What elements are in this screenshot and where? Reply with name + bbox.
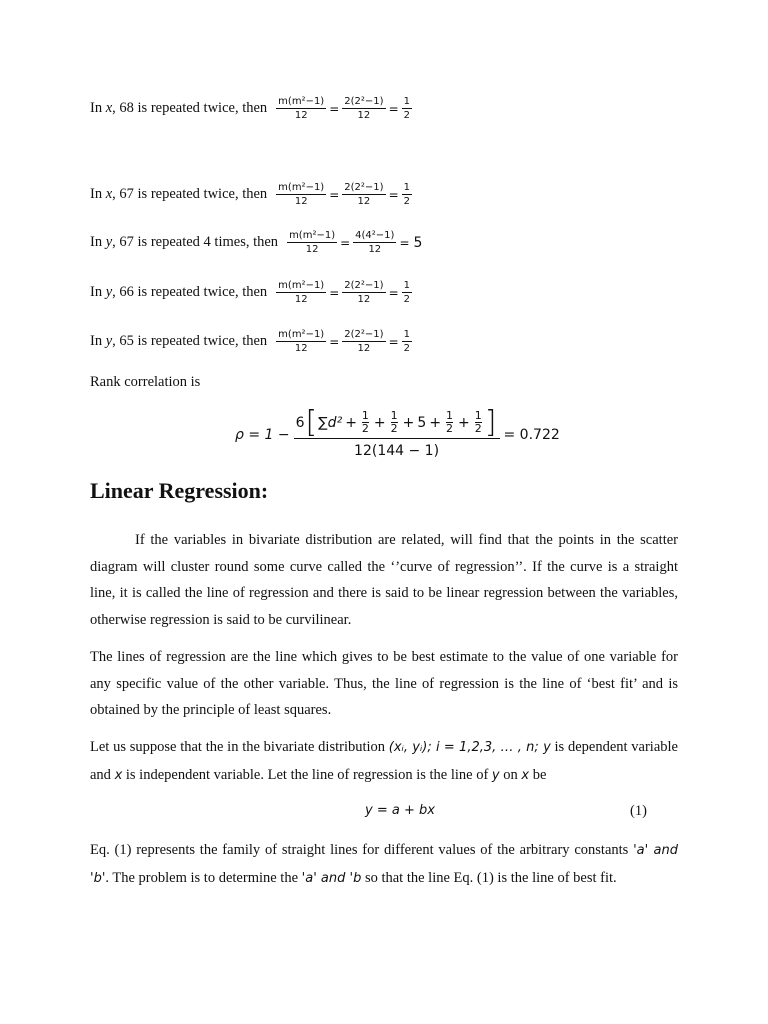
tie-frac-specific: [343, 181, 384, 208]
para4-text-1: Eq. (1) represents the family of straight lines for different values of the arbitrary constants: [90, 842, 634, 858]
para3-text-1: Let us suppose that the in the bivariate distribution: [90, 739, 389, 755]
para3-text-4: on: [499, 766, 522, 783]
tie-line-text: [90, 186, 267, 203]
tie-text-pre: In: [90, 186, 106, 202]
half-fraction: [446, 410, 453, 435]
tie-frac-specific: [343, 95, 384, 122]
frac-den: 12: [342, 341, 385, 355]
frac-den: 2: [403, 110, 410, 121]
tie-variable: y: [105, 333, 113, 349]
frac-den: 12: [276, 194, 326, 208]
tie-line-text: [90, 234, 278, 251]
frac-den: 12: [276, 108, 326, 122]
frac-den: 12: [342, 292, 385, 306]
tie-text-pre: In: [90, 284, 106, 300]
rho-numerator: [294, 404, 500, 440]
section-heading: Linear Regression:: [90, 478, 269, 503]
half-num: 1: [474, 409, 482, 422]
frac-num: m(m²−1): [278, 96, 325, 107]
tie-text-pre: In: [90, 100, 106, 116]
frac-den: 12: [353, 242, 396, 256]
tie-text-pre: In: [90, 234, 106, 250]
plus-sign: +: [345, 414, 357, 431]
paragraph-2: The lines of regression are the line which gives to be best estimate to the value of one variable for any specific value of the other variable. Thus, the line of regression is the line of ‘best fit’ and is obtained by the principle of least squares.: [90, 649, 678, 718]
half-fraction: [475, 410, 482, 435]
half-fraction: [391, 410, 398, 435]
tie-frac-result: [403, 181, 411, 208]
equals-sign: =: [388, 334, 399, 349]
tie-line: [90, 95, 413, 122]
para3-math-2: x: [114, 767, 123, 783]
sum-term: ∑d²: [318, 414, 343, 431]
tie-result: 5: [413, 234, 423, 251]
rho-fraction: [294, 404, 500, 459]
tie-frac-specific: [354, 229, 395, 256]
half-fraction: [362, 410, 369, 435]
frac-den: 2: [403, 343, 410, 354]
half-num: 1: [446, 409, 454, 422]
tie-text-post: , 66 is repeated twice, then: [112, 284, 268, 300]
equals-sign: =: [329, 334, 340, 349]
tie-frac-result: [403, 95, 411, 122]
paragraph-3: [90, 734, 678, 789]
tie-frac-general: [288, 229, 336, 256]
tie-frac-result: [403, 328, 411, 355]
para3-text-2: is dependent variable and: [90, 739, 678, 783]
frac-num: 1: [403, 280, 410, 291]
frac-num: m(m²−1): [278, 182, 325, 193]
para3-text-5: be: [529, 766, 547, 783]
tie-frac-specific: [343, 279, 384, 306]
five-term: 5: [417, 414, 427, 431]
para3-text-3: is independent variable. Let the line of regression is the line of: [122, 766, 492, 783]
right-bracket: ]: [484, 404, 497, 440]
left-bracket: [: [305, 404, 318, 440]
tie-variable: y: [105, 234, 113, 250]
tie-variable: x: [105, 100, 113, 116]
tie-frac-specific: [343, 328, 384, 355]
tie-text-post: , 68 is repeated twice, then: [112, 100, 268, 116]
frac-num: m(m²−1): [278, 280, 325, 291]
rho-coef: 6: [295, 414, 305, 431]
rho-result: = 0.722: [503, 426, 560, 443]
tie-line: [90, 229, 424, 256]
tie-variable: x: [105, 186, 113, 202]
equals-sign: =: [329, 187, 340, 202]
half-num: 1: [390, 409, 398, 422]
para4-math-1: 'a' and 'b': [90, 843, 678, 886]
equals-sign: =: [329, 285, 340, 300]
frac-den: 12: [287, 242, 337, 256]
equals-sign: =: [340, 235, 351, 250]
plus-sign: +: [373, 414, 386, 431]
tie-line: [90, 181, 413, 208]
frac-num: 1: [403, 182, 410, 193]
frac-num: 1: [403, 96, 410, 107]
rho-denominator: 12(144 − 1): [294, 438, 500, 459]
half-den: 2: [361, 422, 369, 435]
plus-sign: +: [429, 414, 442, 431]
frac-den: 12: [342, 108, 385, 122]
equals-sign: =: [388, 187, 399, 202]
frac-den: 12: [276, 292, 326, 306]
tie-line-text: [90, 284, 267, 301]
frac-den: 12: [342, 194, 385, 208]
tie-text-post: , 67 is repeated 4 times, then: [112, 234, 279, 250]
rank-correlation-label: Rank correlation is: [90, 374, 201, 390]
frac-den: 12: [276, 341, 326, 355]
tie-frac-general: [277, 328, 325, 355]
equals-sign: =: [399, 235, 410, 250]
para4-text-3: so that the line Eq. (1) is the line of best fit.: [361, 869, 617, 886]
half-den: 2: [474, 422, 482, 435]
equals-sign: =: [388, 101, 399, 116]
paragraph-4: [90, 837, 678, 892]
frac-num: 4(4²−1): [355, 230, 395, 241]
frac-num: 2(2²−1): [344, 96, 384, 107]
tie-line: [90, 328, 413, 355]
tie-frac-result: [403, 279, 411, 306]
plus-sign: +: [402, 414, 415, 431]
plus-sign: +: [458, 414, 470, 431]
tie-text-pre: In: [90, 333, 106, 349]
tie-line: [90, 279, 413, 306]
frac-den: 2: [403, 196, 410, 207]
tie-frac-general: [277, 279, 325, 306]
paragraph-1: If the variables in bivariate distribution are related, will find that the points in the scatter diagram will cluster round some curve called the ‘’curve of regression’’. If the curve is a straight line, it is called the line of regression and there is said to be linear regression between the variables, otherwise regression is said to be curvilinear.: [90, 532, 678, 628]
equation-1-body: y = a + bx: [365, 803, 435, 818]
para3-math-4: x: [521, 767, 530, 783]
rho-formula: [235, 404, 560, 459]
half-den: 2: [390, 422, 398, 435]
para3-math-1: (xᵢ, yᵢ); i = 1,2,3, … , n; y: [388, 740, 551, 755]
tie-frac-general: [277, 95, 325, 122]
frac-num: 2(2²−1): [344, 280, 384, 291]
frac-num: 2(2²−1): [344, 329, 384, 340]
frac-num: m(m²−1): [289, 230, 336, 241]
tie-frac-general: [277, 181, 325, 208]
para3-math-3: y: [491, 767, 500, 783]
rho-lhs: ρ = 1 −: [235, 426, 290, 443]
equation-1-number: (1): [630, 803, 647, 819]
half-num: 1: [361, 409, 369, 422]
equals-sign: =: [388, 285, 399, 300]
para4-text-2: . The problem is to determine the: [105, 869, 302, 886]
equals-sign: =: [329, 101, 340, 116]
tie-text-post: , 67 is repeated twice, then: [112, 186, 268, 202]
frac-den: 2: [403, 294, 410, 305]
tie-variable: y: [105, 284, 113, 300]
tie-text-post: , 65 is repeated twice, then: [112, 333, 268, 349]
para4-math-2: 'a' and 'b: [301, 870, 362, 886]
frac-num: 2(2²−1): [344, 182, 384, 193]
frac-num: 1: [403, 329, 410, 340]
tie-line-text: [90, 100, 267, 117]
tie-line-text: [90, 333, 267, 350]
frac-num: m(m²−1): [278, 329, 325, 340]
half-den: 2: [446, 422, 454, 435]
